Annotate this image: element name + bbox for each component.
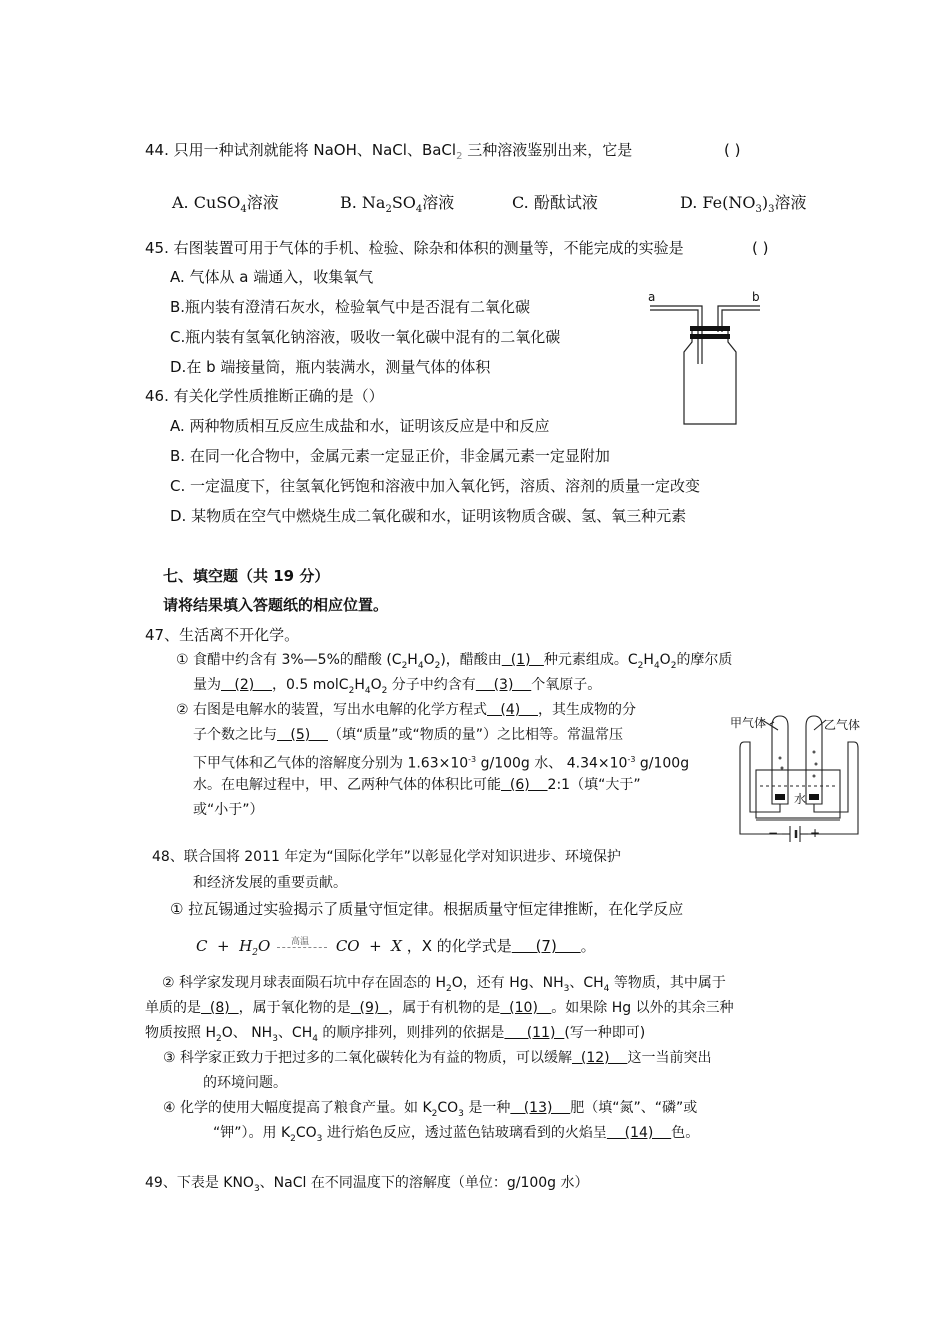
- subscript: 2: [434, 660, 441, 671]
- answer-blank-11[interactable]: (11): [504, 1025, 565, 1041]
- q44-option-b: [340, 192, 454, 221]
- answer-blank-7[interactable]: (7): [511, 937, 581, 955]
- eq-condition: 高温: [291, 937, 310, 947]
- eq-o: O: [257, 937, 271, 955]
- text: 。: [580, 937, 596, 955]
- subscript: 2: [445, 983, 452, 994]
- q44-option-d: [680, 192, 807, 221]
- eq-arrow-line: [277, 947, 327, 948]
- subscript: 2: [348, 685, 355, 696]
- section-note: 请将结果填入答题纸的相应位置。: [163, 596, 389, 614]
- fig-label-plus: +: [810, 826, 821, 840]
- q46-option-c: C. 一定温度下，往氢氧化钙饱和溶液中加入氧化钙，溶质、溶剂的质量一定改变: [170, 477, 701, 495]
- text: CO: [295, 1125, 317, 1141]
- q48-part3-line1: [163, 1047, 711, 1069]
- opt-text: B. Na: [340, 193, 386, 212]
- answer-blank-4[interactable]: (4): [487, 702, 538, 718]
- answer-blank-8[interactable]: (8): [201, 1000, 239, 1016]
- text: 个氧原子。: [531, 677, 602, 693]
- subscript: 2: [670, 660, 677, 671]
- subscript: 3: [458, 1108, 464, 1119]
- q45-paren: ( ): [752, 239, 769, 257]
- text: 、CH: [569, 975, 604, 991]
- text: 物质按照 H: [145, 1025, 216, 1041]
- text: O、 NH: [221, 1025, 273, 1041]
- q45-option-d: D.在 b 端接量筒，瓶内装满水，测量气体的体积: [170, 358, 491, 376]
- opt-tail: 溶液: [246, 193, 279, 212]
- text: ，属于有机物的是: [388, 1000, 501, 1016]
- subscript: 3: [563, 983, 570, 994]
- text: 等物质，其中属于: [609, 975, 726, 991]
- q48-part2-line1: [162, 972, 726, 1000]
- q45-option-a: A. 气体从 a 端通入，收集氧气: [170, 268, 374, 286]
- gas-bottle-drawing: [640, 288, 770, 428]
- eq-arrow: [275, 937, 331, 954]
- q47-stem: 47、生活离不开化学。: [145, 626, 300, 644]
- q48-part2-line2: [145, 997, 734, 1019]
- opt-text: D. Fe(NO: [680, 193, 756, 212]
- text: ③ 科学家正致力于把过多的二氧化碳转化为有益的物质，可以缓解: [163, 1050, 572, 1066]
- subscript: 4: [364, 685, 371, 696]
- eq-left: C + H: [196, 937, 253, 955]
- subscript: 2: [381, 685, 388, 696]
- fig-label-yi: 乙气体: [824, 718, 861, 732]
- text: ，其生成物的分: [537, 702, 636, 718]
- subscript: 4: [417, 660, 424, 671]
- text: 49、下表是 KNO: [145, 1175, 254, 1191]
- text: g/100g 水、 4.34×10: [476, 755, 628, 772]
- q48-part4-line1: [163, 1097, 697, 1125]
- subscript: 2: [252, 948, 258, 958]
- q48-part3-line2: 的环境问题。: [203, 1075, 287, 1091]
- subscript: 2: [215, 1033, 222, 1044]
- text: 量为: [193, 677, 221, 693]
- text: “钾”）。用 K: [213, 1125, 291, 1141]
- eq-right: CO + X: [335, 937, 402, 955]
- text: （填“质量”或“物质的量”）之比相等。常温常压: [327, 727, 623, 743]
- subscript: 4: [603, 983, 610, 994]
- text: ，属于氧化物的是: [238, 1000, 351, 1016]
- text: 下甲气体和乙气体的溶解度分别为 1.63×10: [193, 755, 469, 772]
- q49-stem: [145, 1172, 589, 1200]
- electrolysis-figure: [730, 708, 870, 850]
- answer-blank-2[interactable]: (2): [221, 677, 272, 693]
- subscript: 2: [456, 151, 463, 162]
- q46-option-d: D. 某物质在空气中燃烧生成二氧化碳和水，证明该物质含碳、氢、氧三种元素: [170, 507, 687, 525]
- answer-blank-13[interactable]: (13): [510, 1100, 571, 1116]
- opt-mid: ): [761, 193, 769, 212]
- subscript: 3: [768, 204, 775, 216]
- q48-stem-line2: 和经济发展的重要贡献。: [193, 875, 347, 891]
- q48-stem-line1: 48、联合国将 2011 年定为“国际化学年”以彰显化学对知识进步、环境保护: [152, 849, 621, 865]
- opt-mid: SO: [391, 193, 416, 212]
- text: O，还有 Hg、NH: [451, 975, 564, 991]
- q48-part4-line2: [213, 1122, 699, 1150]
- q45-option-b: B.瓶内装有澄清石灰水，检验氧气中是否混有二氧化碳: [170, 298, 531, 316]
- q44-stem-tail: 三种溶液鉴别出来，它是: [462, 141, 633, 159]
- gas-bottle-figure: [640, 288, 770, 428]
- fig-label-a: a: [648, 290, 656, 304]
- fig-label-b: b: [752, 290, 760, 304]
- answer-blank-12[interactable]: (12): [572, 1050, 628, 1066]
- q48-part2-line3: [145, 1022, 645, 1050]
- text: H: [643, 652, 654, 668]
- subscript: 3: [253, 1183, 260, 1194]
- subscript: 3: [316, 1133, 323, 1144]
- text: 种元素组成。C: [543, 652, 638, 668]
- text: 子个数之比与: [193, 727, 277, 743]
- subscript: 2: [637, 660, 644, 671]
- answer-blank-3[interactable]: (3): [475, 677, 532, 693]
- q47-part2-line2: [193, 724, 623, 746]
- text: CO: [437, 1100, 459, 1116]
- q47-part2-line3: [193, 749, 689, 775]
- q48-part1: ① 拉瓦锡通过实验揭示了质量守恒定律。根据质量守恒定律推断，在化学反应: [170, 900, 684, 918]
- text: 的顺序排列，则排列的依据是: [317, 1025, 505, 1041]
- text: 单质的是: [145, 1000, 201, 1016]
- q47-part1-line1: [176, 649, 732, 677]
- q47-part1-line2: [193, 674, 601, 702]
- superscript: -3: [627, 755, 636, 764]
- q44-option-c: C. 酚酞试液: [512, 193, 598, 212]
- subscript: 2: [431, 1108, 438, 1119]
- text: 水。在电解过程中，甲、乙两种气体的体积比可能: [193, 777, 501, 793]
- q46-option-b: B. 在同一化合物中，金属元素一定显正价，非金属元素一定显附加: [170, 447, 610, 465]
- text: 是一种: [463, 1100, 511, 1116]
- answer-blank-14[interactable]: (14): [606, 1125, 672, 1141]
- answer-blank-1[interactable]: (1): [501, 652, 544, 668]
- text: )，醋酸由: [440, 652, 502, 668]
- text: 分子中约含有: [387, 677, 476, 693]
- subscript: 3: [272, 1033, 278, 1044]
- q46-option-a: A. 两种物质相互反应生成盐和水，证明该反应是中和反应: [170, 417, 550, 435]
- subscript: 2: [290, 1133, 296, 1144]
- answer-blank-10[interactable]: (10): [500, 1000, 552, 1016]
- text: ，0.5 molC: [271, 677, 349, 693]
- opt-tail: 溶液: [774, 193, 807, 212]
- text: 肥（填“氮”、“磷”或: [570, 1100, 698, 1116]
- q44-stem: [145, 139, 632, 168]
- q47-part2-line5: 或“小于”）: [193, 802, 264, 818]
- subscript: 4: [312, 1033, 318, 1044]
- q44-paren: ( ): [724, 141, 741, 159]
- q44-stem-text: 44. 只用一种试剂就能将 NaOH、NaCl、BaCl: [145, 141, 457, 159]
- text: ② 右图是电解水的装置，写出水电解的化学方程式: [176, 702, 487, 718]
- q47-part2-line4: [193, 774, 641, 796]
- subscript: 4: [415, 204, 423, 216]
- text: H: [407, 652, 418, 668]
- text: 。如果除 Hg 以外的其余三种: [551, 1000, 734, 1016]
- text: O: [423, 652, 435, 668]
- subscript: 4: [240, 204, 247, 216]
- q45-stem: 45. 右图装置可用于气体的手机、检验、除杂和体积的测量等，不能完成的实验是: [145, 239, 684, 257]
- opt-text: A. CuSO: [172, 193, 241, 212]
- text: 、CH: [277, 1025, 313, 1041]
- text: (写一种即可): [564, 1025, 646, 1041]
- answer-blank-9[interactable]: (9): [350, 1000, 389, 1016]
- q45-option-c: C.瓶内装有氢氧化钠溶液，吸收一氧化碳中混有的二氧化碳: [170, 328, 561, 346]
- text: 、NaCl 在不同温度下的溶解度（单位：g/100g 水）: [259, 1175, 589, 1191]
- answer-blank-6[interactable]: (6): [501, 777, 548, 793]
- subscript: 2: [385, 204, 392, 216]
- text: ② 科学家发现月球表面陨石坑中存在固态的 H: [162, 975, 446, 991]
- fig-label-jia: 甲气体: [730, 716, 767, 730]
- text: 2:1（填“大于”: [547, 777, 641, 793]
- section-title: 七、填空题（共 19 分）: [163, 567, 330, 585]
- text: g/100g: [635, 755, 690, 772]
- text: ，X 的化学式是: [406, 937, 512, 955]
- fig-label-minus: −: [768, 826, 779, 840]
- text: ④ 化学的使用大幅度提高了粮食产量。如 K: [163, 1100, 432, 1116]
- superscript: -3: [468, 755, 477, 764]
- q47-part2-line1: [176, 699, 636, 721]
- answer-blank-5[interactable]: (5): [277, 727, 328, 743]
- subscript: 3: [755, 204, 762, 216]
- subscript: 4: [653, 660, 660, 671]
- text: O: [370, 677, 382, 693]
- text: ① 食醋中约含有 3%—5%的醋酸 (C: [176, 652, 402, 668]
- opt-tail: 溶液: [422, 193, 455, 212]
- q44-option-a: [172, 192, 279, 221]
- text: 色。: [671, 1125, 700, 1141]
- text: O: [659, 652, 671, 668]
- text: 这一当前突出: [627, 1050, 712, 1066]
- q46-stem: 46. 有关化学性质推断正确的是（）: [145, 387, 384, 405]
- text: 进行焰色反应，透过蓝色钴玻璃看到的火焰呈: [322, 1125, 607, 1141]
- q48-equation-line: [196, 935, 596, 964]
- reaction-equation: [196, 937, 407, 958]
- text: 的摩尔质: [676, 652, 733, 668]
- text: H: [354, 677, 365, 693]
- fig-label-water: 水: [794, 792, 807, 806]
- subscript: 2: [401, 660, 408, 671]
